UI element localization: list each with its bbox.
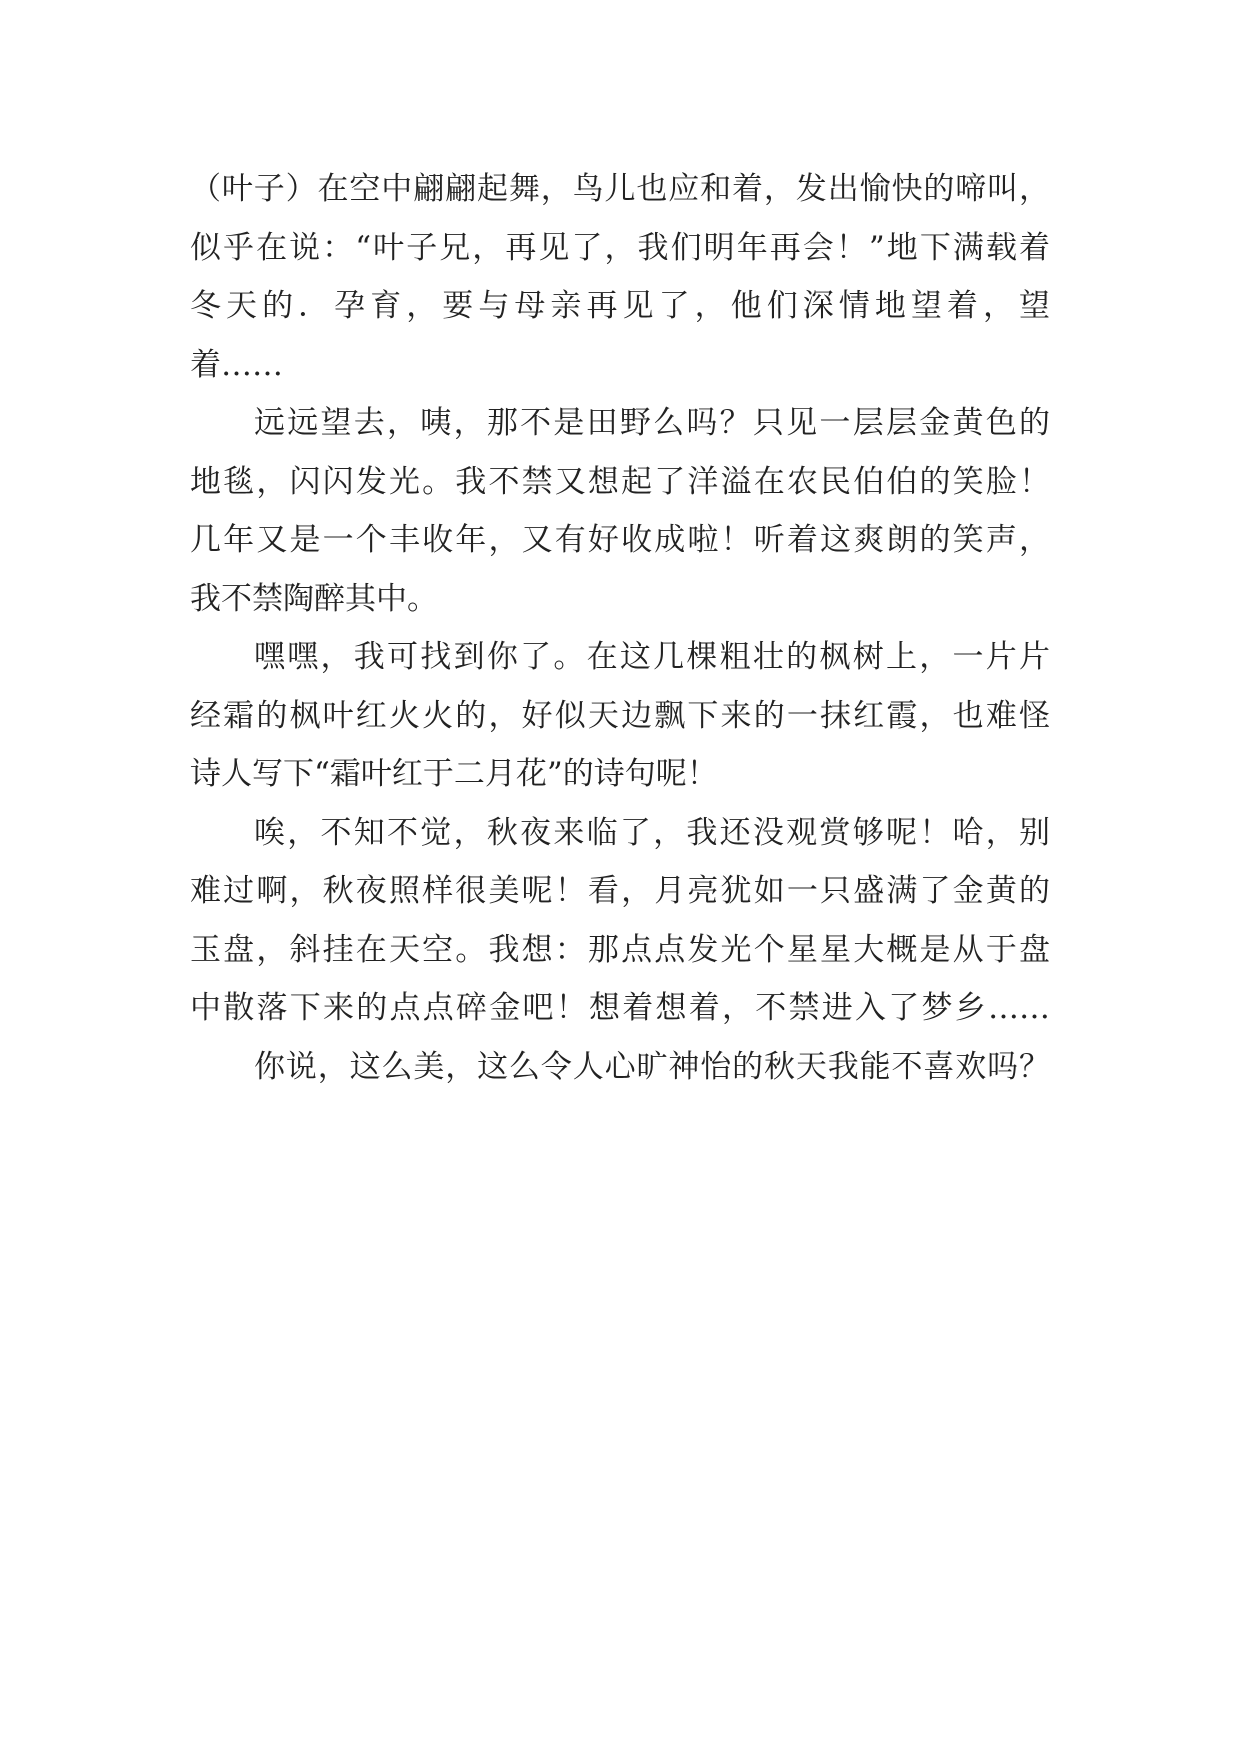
- text-line: 着……: [190, 346, 283, 383]
- paragraph-first-line: 唉，不知不觉，秋夜来临了，我还没观赏够呢！哈，别: [254, 814, 1050, 851]
- text-line: 地毯，闪闪发光。我不禁又想起了洋溢在农民伯伯的笑脸！: [190, 463, 1050, 500]
- text-line: 几年又是一个丰收年，又有好收成啦！听着这爽朗的笑声，: [190, 522, 1050, 558]
- text-line: 中散落下来的点点碎金吧！想着想着，不禁进入了梦乡……: [190, 990, 1050, 1026]
- text-line: 经霜的枫叶红火火的，好似天边飘下来的一抹红霞，也难怪: [190, 697, 1050, 734]
- text-line: 难过啊，秋夜照样很美呢！看，月亮犹如一只盛满了金黄的: [190, 873, 1050, 909]
- text-line: 诗人写下“霜叶红于二月花”的诗句呢！: [190, 756, 718, 792]
- text-line: （叶子）在空中翩翩起舞，鸟儿也应和着，发出愉快的啼叫，: [190, 171, 1050, 207]
- text-line: 似乎在说：“叶子兄，再见了，我们明年再会！”地下满载着: [190, 229, 1050, 266]
- paragraph-first-line: 你说，这么美，这么令人心旷神怡的秋天我能不喜欢吗？: [254, 1048, 1050, 1085]
- text-line: 冬天的．孕育，要与母亲再见了，他们深情地望着，望: [190, 288, 1050, 324]
- paragraph-first-line: 嘿嘿，我可找到你了。在这几棵粗壮的枫树上，一片片: [254, 639, 1050, 675]
- paragraph-first-line: 远远望去，咦，那不是田野么吗？只见一层层金黄色的: [254, 405, 1050, 441]
- text-line: 我不禁陶醉其中。: [190, 580, 438, 617]
- text-line: 玉盘，斜挂在天空。我想：那点点发光个星星大概是从于盘: [190, 931, 1050, 968]
- essay-body: [190, 160, 1050, 1096]
